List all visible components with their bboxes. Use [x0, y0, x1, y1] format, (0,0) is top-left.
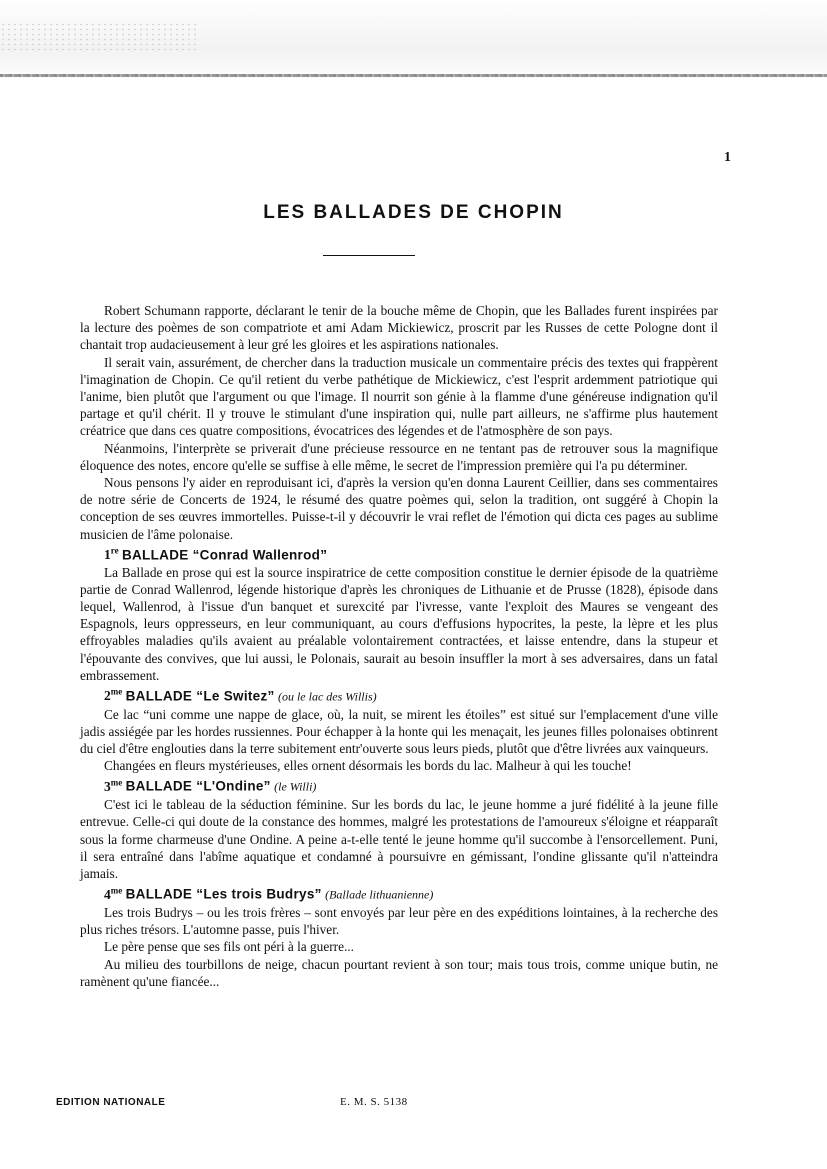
ballade-subtitle: (le Willi): [274, 779, 317, 794]
scan-border: [0, 0, 827, 82]
scan-edge-line: [0, 74, 827, 77]
ballade-heading: [80, 774, 718, 796]
ballade-subtitle: (ou le lac des Willis): [277, 689, 377, 704]
ballade-paragraph: Les trois Budrys – ou les trois frères – sont envoyés par leur père en des expéditions lointaines, à la recherche des plus riches trésors. L'automne passe, puis l'hiver.: [80, 904, 718, 938]
page-title: LES BALLADES DE CHOPIN: [263, 202, 564, 223]
ballade-2: [80, 684, 718, 775]
intro-paragraph: Il serait vain, assurément, de chercher dans la traduction musicale un commentaire précis des textes qui frappèrent l'imagination de Chopin. Ce qu'il retient du verbe pathétique de Mickiewicz, c'est l'esprit ardemment patriotique qui l'anime, bien plutôt que l'argument ou que l'image. Il nourrit son génie à la flamme d'une généreuse indignation qu'il partage et qu'il chérit. Il y trouve le stimulant d'une inspiration qui, nulle part ailleurs, ne s'affirme plus hautement créatrice que dans ces quatre compositions, évocatrices des légendes et de l'atmosphère de son pays.: [80, 354, 718, 439]
ballade-ordinal: $3^{me}$: [104, 777, 123, 794]
catalog-number: E. M. S. 5138: [340, 1096, 408, 1108]
ballade-heading: [80, 543, 718, 564]
introduction: [80, 302, 718, 543]
ballade-paragraph: Le père pense que ses fils ont péri à la guerre...: [104, 939, 354, 955]
ballade-ordinal: $4^{me}$: [104, 885, 123, 902]
ballade-name: BALLADE “Le Switez”: [125, 688, 275, 704]
ballade-3: [80, 774, 718, 882]
ballade-ordinal: $2^{me}$: [104, 686, 123, 704]
title-divider: [323, 255, 415, 256]
page-number: 1: [724, 150, 731, 165]
ballade-paragraph: C'est ici le tableau de la séduction féminine. Sur les bords du lac, le jeune homme a juré fidélité à la jeune fille entrevue. Celle-ci qui doute de la constance des hommes, malgré les protestations de l'amoureux s'éloigne et réapparaît sous la forme charmeuse d'une Ondine. A peine a-t-elle tenté le jeune homme qu'il succombe à l'ensorcellement. Puni, il sera entraîné dans l'abîme aquatique et condamné à poursuivre en gémissant, l'ondine glissante qu'il n'atteindra jamais.: [80, 797, 718, 881]
document-body: [80, 302, 718, 990]
ballade-name: BALLADE “Conrad Wallenrod”: [121, 547, 328, 563]
ballade-4: [80, 882, 718, 990]
ballade-subtitle: (Ballade lithuanienne): [325, 887, 434, 902]
ballade-heading: [80, 684, 718, 706]
ballade-paragraph: Au milieu des tourbillons de neige, chacun pourtant revient à son tour; mais tous trois, comme unique butin, ne ramènent qu'une fiancée...: [80, 956, 718, 989]
ballade-name: BALLADE “L'Ondine”: [125, 778, 271, 794]
ballade-name: BALLADE “Les trois Budrys”: [125, 886, 322, 902]
intro-paragraph: Néanmoins, l'interprète se priverait d'une précieuse ressource en ne tentant pas de retrouver sous la magnifique éloquence des notes, encore qu'elle se suffise à elle même, le secret de l'impression première qui l'a pu déterminer.: [80, 440, 718, 473]
ballade-paragraph: La Ballade en prose qui est la source inspiratrice de cette composition constitue le dernier épisode de la quatrième partie de Conrad Wallenrod, légende historique d'après les chroniques de Lithuanie et de Prusse (1828), épisode dans lequel, Wallenrod, à l'issue d'un banquet et surexcité par l'ivresse, vante l'exploit des Maures se vengeant des Espagnols, leurs oppresseurs, en leur communiquant, au cours d'effusions hypocrites, la peste, la lèpre et les plus effroyables maladies qu'ils avaient au préalable volontairement contractées, et laisse entendre, dans la stupeur et l'épouvante des convives, que lui aussi, le Polonais, saurait au besoin insuffler la mort à ses adversaires, dans un fatal embrassement.: [80, 564, 718, 683]
ballade-paragraph: Changées en fleurs mystérieuses, elles ornent désormais les bords du lac. Malheur à qui les touche!: [104, 758, 632, 774]
intro-paragraph: Nous pensons l'y aider en reproduisant ici, d'après la version qu'en donna Laurent Ceillier, dans ses commentaires de notre série de Concerts de 1924, le résumé des quatre poèmes qui, selon la tradition, ont suggéré à Chopin la conception de ses œuvres immortelles. Puisse-t-il y découvrir le vrai reflet de l'émotion qui dicta ces pages au sublime musicien de l'âme polonaise.: [80, 475, 718, 542]
ballade-1: [80, 543, 718, 684]
ballade-ordinal: 1re: [104, 545, 119, 563]
ballade-paragraph: Ce lac “uni comme une nappe de glace, où, la nuit, se mirent les étoiles” est situé sur l'emplacement d'une ville jadis assiégée par les hordes russiennes. Pour échapper à la honte qui les menaçait, les jeunes filles polonaises obtinrent du ciel d'être englouties dans la terre subitement entr'ouverte sous leurs pieds, plutôt que d'être livrées aux vainqueurs.: [80, 706, 718, 757]
scan-speckle: [0, 22, 200, 52]
ballade-heading: [80, 882, 718, 904]
intro-paragraph: Robert Schumann rapporte, déclarant le tenir de la bouche même de Chopin, que les Ballades furent inspirées par la lecture des poèmes de son compatriote et ami Adam Mickiewicz, proscrit par les Russes de cette Pologne dont il chantait trop audacieusement à leur gré les gloires et les aspirations nationales.: [80, 303, 718, 353]
publisher-name: EDITION NATIONALE: [56, 1097, 166, 1108]
